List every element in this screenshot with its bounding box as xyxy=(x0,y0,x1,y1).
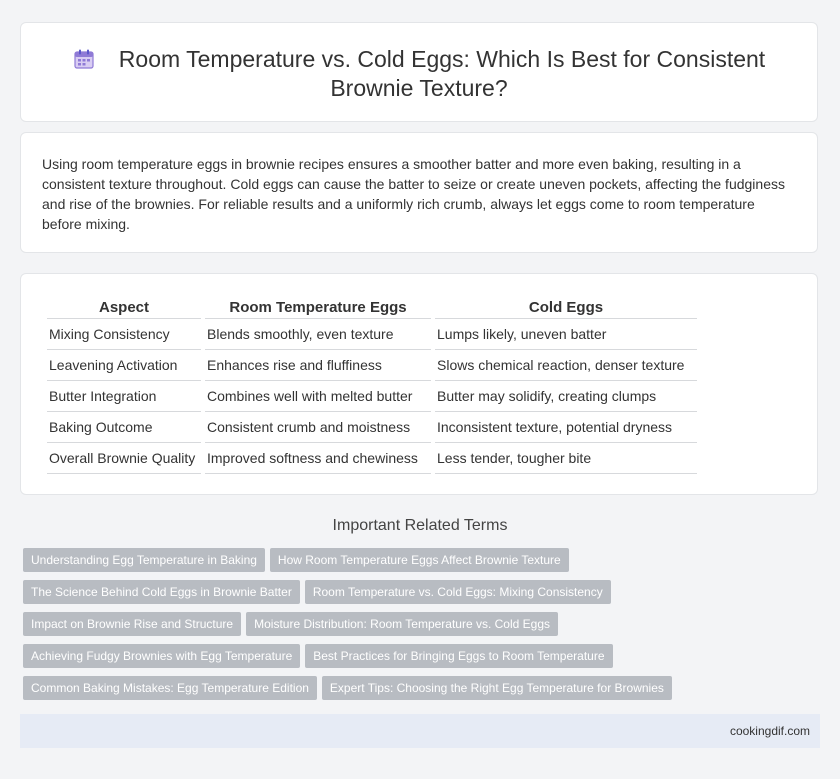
tag-row xyxy=(23,580,683,612)
column-header-cold: Cold Eggs xyxy=(435,296,697,319)
table-cell: Inconsistent texture, potential dryness xyxy=(435,412,697,443)
table-cell: Consistent crumb and moistness xyxy=(205,412,431,443)
related-term-tag[interactable]: Common Baking Mistakes: Egg Temperature Edition xyxy=(23,676,317,700)
related-term-tag[interactable]: Understanding Egg Temperature in Baking xyxy=(23,548,265,572)
footer-site-link[interactable]: cookingdif.com xyxy=(729,724,810,738)
table-row xyxy=(47,412,697,443)
table-cell: Less tender, tougher bite xyxy=(435,443,697,474)
related-term-tag[interactable]: Best Practices for Bringing Eggs to Room Temperature xyxy=(305,644,612,668)
related-terms-heading: Important Related Terms xyxy=(332,517,508,534)
table-cell: Enhances rise and fluffiness xyxy=(205,350,431,381)
table-row xyxy=(47,350,697,381)
footer-bar xyxy=(20,714,820,748)
table-row xyxy=(47,443,697,474)
tag-row xyxy=(23,644,683,676)
table-cell: Butter may solidify, creating clumps xyxy=(435,381,697,412)
related-term-tag[interactable]: Room Temperature vs. Cold Eggs: Mixing Consistency xyxy=(305,580,611,604)
table-row xyxy=(47,319,697,350)
title-line-2: Brownie Texture? xyxy=(330,75,508,101)
related-terms-list xyxy=(23,548,683,708)
table-cell: Improved softness and chewiness xyxy=(205,443,431,474)
intro-card xyxy=(20,132,818,253)
tag-row xyxy=(23,676,683,708)
table-cell: Baking Outcome xyxy=(47,412,201,443)
table-cell: Lumps likely, uneven batter xyxy=(435,319,697,350)
related-term-tag[interactable]: Moisture Distribution: Room Temperature vs. Cold Eggs xyxy=(246,612,558,636)
related-term-tag[interactable]: How Room Temperature Eggs Affect Brownie Texture xyxy=(270,548,569,572)
related-term-tag[interactable]: Achieving Fudgy Brownies with Egg Temperature xyxy=(23,644,300,668)
table-cell: Overall Brownie Quality xyxy=(47,443,201,474)
title-card xyxy=(20,22,818,122)
tag-row xyxy=(23,548,683,580)
comparison-card xyxy=(20,273,818,495)
table-cell: Butter Integration xyxy=(47,381,201,412)
column-header-aspect: Aspect xyxy=(47,296,201,319)
table-cell: Mixing Consistency xyxy=(47,319,201,350)
page-title xyxy=(21,45,817,103)
comparison-table xyxy=(43,296,701,474)
table-header-row xyxy=(47,296,697,319)
table-cell: Blends smoothly, even texture xyxy=(205,319,431,350)
table-row xyxy=(47,381,697,412)
tag-row xyxy=(23,612,683,644)
intro-paragraph: Using room temperature eggs in brownie recipes ensures a smoother batter and more even baking, resulting in a consistent texture throughout. Cold eggs can cause the batter to seize or create uneven pockets, affecting the fudginess and rise of the brownies. For reliable results and a uniformly rich crumb, always let eggs come to room temperature before mixing. xyxy=(42,156,785,232)
table-cell: Combines well with melted butter xyxy=(205,381,431,412)
table-cell: Leavening Activation xyxy=(47,350,201,381)
column-header-room-temp: Room Temperature Eggs xyxy=(205,296,431,319)
related-term-tag[interactable]: Expert Tips: Choosing the Right Egg Temperature for Brownies xyxy=(322,676,672,700)
related-term-tag[interactable]: Impact on Brownie Rise and Structure xyxy=(23,612,241,636)
table-cell: Slows chemical reaction, denser texture xyxy=(435,350,697,381)
calendar-icon xyxy=(73,48,95,70)
related-term-tag[interactable]: The Science Behind Cold Eggs in Brownie Batter xyxy=(23,580,300,604)
title-line-1: Room Temperature vs. Cold Eggs: Which Is Best for Consistent xyxy=(118,46,766,72)
